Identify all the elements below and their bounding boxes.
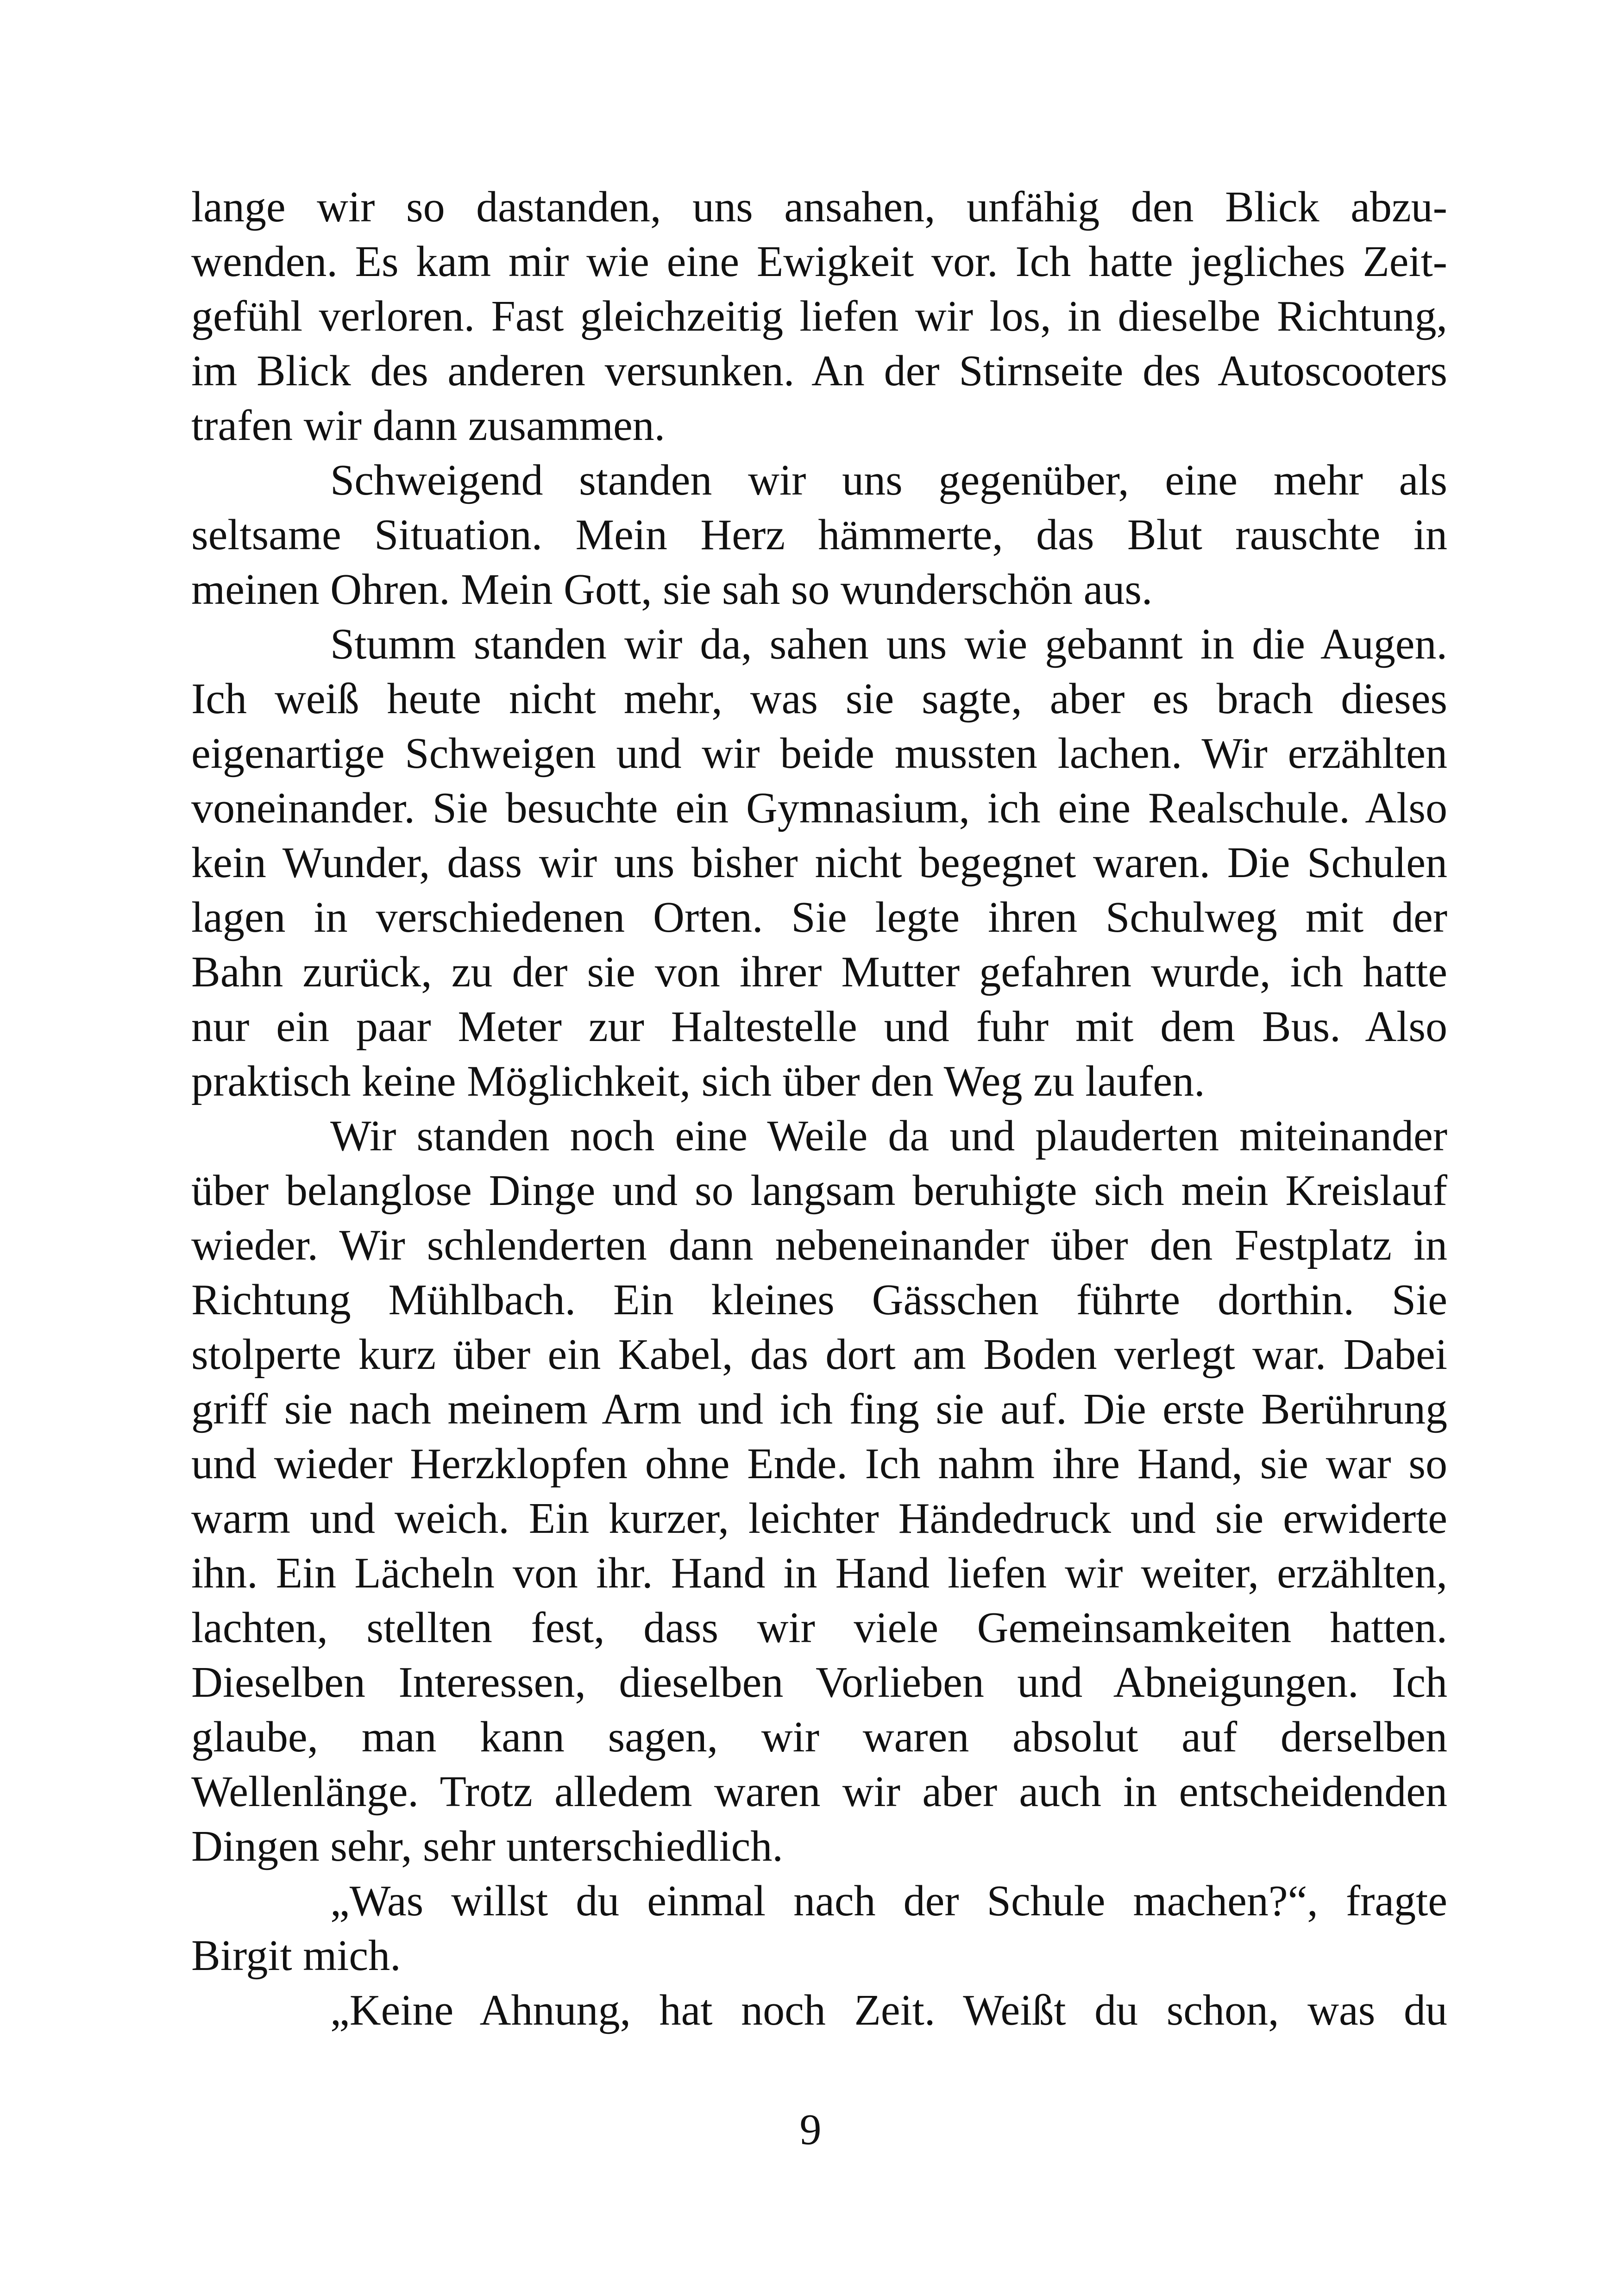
text-line: glaube, man kann sagen, wir waren absolut auf derselben <box>191 1713 1447 1761</box>
page-number: 9 <box>799 2106 822 2154</box>
body-text <box>191 180 1447 2038</box>
text-line: Stumm standen wir da, sahen uns wie gebannt in die Augen. <box>330 620 1447 668</box>
text-line: eigenartige Schweigen und wir beide mussten lachen. Wir erzählten <box>191 729 1447 778</box>
text-line: Schweigend standen wir uns gegenüber, eine mehr als <box>330 456 1447 504</box>
text-line: „Was willst du einmal nach der Schule machen?“, fragte <box>330 1877 1447 1925</box>
text-line: Wellenlänge. Trotz alledem waren wir aber auch in entscheidenden <box>191 1768 1447 1816</box>
text-line: über belanglose Dinge und so langsam beruhigte sich mein Kreislauf <box>191 1167 1447 1215</box>
text-line: Dingen sehr, sehr unterschiedlich. <box>191 1822 783 1870</box>
text-line: Wir standen noch eine Weile da und plauderten miteinander <box>330 1112 1447 1160</box>
text-line: trafen wir dann zusammen. <box>191 401 666 450</box>
text-line: und wieder Herzklopfen ohne Ende. Ich nahm ihre Hand, sie war so <box>191 1440 1447 1488</box>
text-line: nur ein paar Meter zur Haltestelle und fuhr mit dem Bus. Also <box>191 1003 1447 1051</box>
text-line: ihn. Ein Lächeln von ihr. Hand in Hand liefen wir weiter, erzählten, <box>191 1549 1447 1597</box>
text-line: gefühl verloren. Fast gleichzeitig liefen wir los, in dieselbe Richtung, <box>191 292 1447 340</box>
text-line: Bahn zurück, zu der sie von ihrer Mutter gefahren wurde, ich hatte <box>191 948 1447 996</box>
text-line: praktisch keine Möglichkeit, sich über den Weg zu laufen. <box>191 1057 1205 1105</box>
text-line: meinen Ohren. Mein Gott, sie sah so wunderschön aus. <box>191 565 1153 614</box>
text-line: kein Wunder, dass wir uns bisher nicht begegnet waren. Die Schulen <box>191 839 1447 887</box>
text-line: wieder. Wir schlenderten dann nebeneinander über den Festplatz in <box>191 1221 1447 1269</box>
text-line: im Blick des anderen versunken. An der Stirnseite des Autoscooters <box>191 347 1447 395</box>
text-line: lange wir so dastanden, uns ansahen, unfähig den Blick abzu- <box>191 183 1447 231</box>
text-line: Birgit mich. <box>191 1932 401 1980</box>
text-line: griff sie nach meinem Arm und ich fing sie auf. Die erste Berührung <box>191 1385 1447 1433</box>
text-line: lachten, stellten fest, dass wir viele Gemeinsamkeiten hatten. <box>191 1604 1447 1652</box>
text-line: Richtung Mühlbach. Ein kleines Gässchen führte dorthin. Sie <box>191 1276 1447 1324</box>
text-line: seltsame Situation. Mein Herz hämmerte, das Blut rauschte in <box>191 511 1447 559</box>
text-line: „Keine Ahnung, hat noch Zeit. Weißt du schon, was du <box>330 1986 1447 2034</box>
text-line: warm und weich. Ein kurzer, leichter Händedruck und sie erwiderte <box>191 1494 1447 1543</box>
text-line: lagen in verschiedenen Orten. Sie legte ihren Schulweg mit der <box>191 893 1447 941</box>
text-line: wenden. Es kam mir wie eine Ewigkeit vor. Ich hatte jegliches Zeit- <box>191 238 1447 286</box>
text-line: Dieselben Interessen, dieselben Vorlieben und Abneigungen. Ich <box>191 1658 1447 1706</box>
text-line: stolperte kurz über ein Kabel, das dort am Boden verlegt war. Dabei <box>191 1330 1447 1379</box>
text-line: voneinander. Sie besuchte ein Gymnasium, ich eine Realschule. Also <box>191 784 1447 832</box>
text-line: Ich weiß heute nicht mehr, was sie sagte, aber es brach dieses <box>191 675 1447 723</box>
